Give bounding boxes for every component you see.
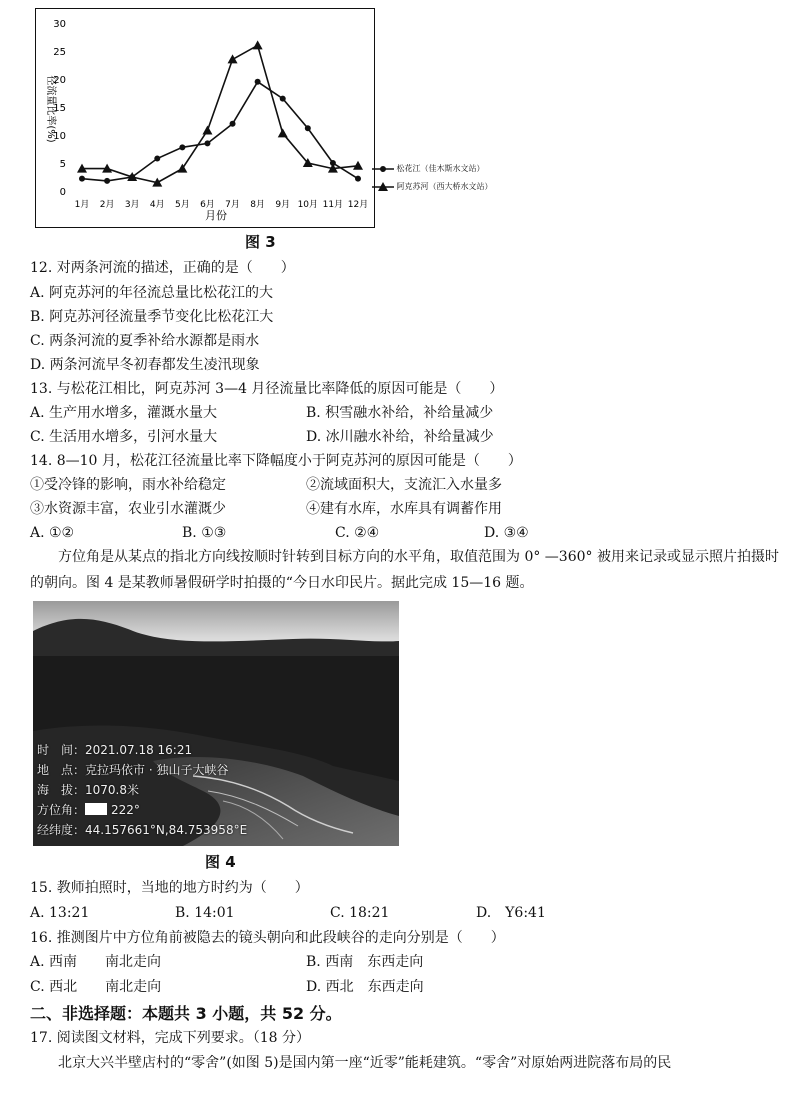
x-tick-label: 4月 (149, 200, 165, 210)
x-tick-label: 6月 (200, 200, 215, 210)
q17-stem: 17. 阅读图文材料，完成下列要求。（18 分） (30, 1030, 310, 1046)
y-tick-label: 5 (59, 159, 66, 170)
y-tick-label: 10 (53, 131, 66, 142)
y-axis-label: 径流量比率(%) (45, 75, 56, 143)
series-1-point (202, 126, 212, 135)
q14-stem: 14. 8—10 月，松花江径流量比率下降幅度小于阿克苏河的原因可能是（ ） (30, 453, 522, 469)
x-axis-label: 月份 (205, 209, 227, 222)
series-0-point (154, 156, 160, 162)
series-0-point (355, 176, 361, 182)
chart-svg (36, 9, 374, 227)
series-1-point (253, 40, 263, 49)
series-1-point (228, 54, 238, 63)
y-tick-label: 20 (53, 75, 66, 86)
legend-label-1: 阿克苏河（西大桥水文站） (394, 182, 493, 191)
x-tick-label: 3月 (124, 200, 140, 210)
q14-statement-4: ④建有水库，水库具有调蓄作用 (306, 501, 502, 517)
q16-option-d[interactable]: D. 西北 东西走向 (306, 979, 424, 995)
x-tick-label: 2月 (99, 200, 115, 210)
series-1-point (177, 164, 187, 173)
q15-option-b[interactable]: B. 14:01 (175, 905, 235, 921)
q12-stem: 12. 对两条河流的描述，正确的是（ ） (30, 260, 295, 276)
q12-option-d[interactable]: D. 两条河流早冬初春都发生凌汛现象 (30, 357, 260, 373)
q14-option-d[interactable]: D. ③④ (484, 525, 529, 541)
series-1-point (353, 161, 363, 170)
watermark-time: 时 间：2021.07.18 16:21 (37, 743, 193, 757)
q16-option-a[interactable]: A. 西南 南北走向 (30, 954, 162, 970)
series-0-point (305, 125, 311, 131)
x-tick-label: 1月 (74, 200, 90, 210)
x-tick-label: 10月 (297, 200, 319, 210)
series-0-point (179, 144, 185, 150)
legend-item-1 (372, 178, 493, 196)
legend-swatch-0 (372, 164, 394, 174)
q15-stem: 15. 教师拍照时，当地的地方时约为（ ） (30, 880, 309, 896)
series-0-point (204, 140, 210, 146)
q16-stem: 16. 推测图片中方位角前被隐去的镜头朝向和此段峡谷的走向分别是（ ） (30, 930, 505, 946)
y-tick-label: 25 (53, 47, 66, 58)
q13-stem: 13. 与松花江相比，阿克苏河 3—4 月径流量比率降低的原因可能是（ ） (30, 381, 504, 397)
azimuth-label: 方位角： (37, 803, 86, 817)
chart-legend (372, 160, 493, 196)
x-tick-label: 9月 (275, 200, 291, 210)
q15-option-c[interactable]: C. 18:21 (330, 905, 390, 921)
q17-text: 北京大兴半壁店村的“零舍”(如图 5)是国内第一座“近零”能耗建筑。“零舍”对原始两进院落布局的民 (58, 1055, 672, 1071)
q13-option-d[interactable]: D. 冰川融水补给，补给量减少 (306, 429, 494, 445)
watermark-azimuth (37, 801, 140, 818)
figure-4-photo (33, 601, 399, 846)
q12-option-a[interactable]: A. 阿克苏河的年径流总量比松花江的大 (30, 285, 274, 301)
q14-option-c[interactable]: C. ②④ (335, 525, 380, 541)
q15-option-a[interactable]: A. 13:21 (30, 905, 90, 921)
y-tick-label: 15 (53, 103, 66, 114)
q14-option-a[interactable]: A. ①② (30, 525, 75, 541)
watermark-coordinates: 经纬度：44.157661°N,84.753958°E (37, 823, 248, 837)
q13-option-b[interactable]: B. 积雪融水补给，补给量减少 (306, 405, 494, 421)
azimuth-hidden-box (85, 803, 107, 815)
q13-option-a[interactable]: A. 生产用水增多，灌溉水量大 (30, 405, 218, 421)
y-tick-label: 0 (59, 187, 66, 198)
figure-3-caption: 图 3 (245, 233, 276, 251)
x-tick-label: 12月 (347, 200, 369, 210)
series-line-1 (82, 45, 358, 182)
legend-swatch-1 (372, 182, 394, 192)
x-tick-label: 7月 (225, 200, 240, 210)
q16-option-c[interactable]: C. 西北 南北走向 (30, 979, 162, 995)
q12-option-c[interactable]: C. 两条河流的夏季补给水源都是雨水 (30, 333, 260, 349)
q14-statement-2: ②流域面积大，支流汇入水量多 (306, 477, 502, 493)
series-0-point (255, 79, 261, 85)
q15-option-d[interactable]: D. Y6:41 (476, 905, 546, 921)
legend-marker (380, 166, 386, 172)
intro-15-16: 方位角是从某点的指北方向线按顺时针转到目标方向的水平角，取值范围为 0° —360° 被用来记录或显示照片拍摄时的朝向。图 4 是某教师暑假研学时拍摄的“今日水印民片。据此完成 15—16 题。 (30, 549, 779, 591)
azimuth-value: 222° (111, 803, 140, 817)
figure-4-caption: 图 4 (205, 853, 236, 871)
q14-option-b[interactable]: B. ①③ (182, 525, 227, 541)
x-tick-label: 8月 (250, 200, 266, 210)
watermark-altitude: 海 拔：1070.8米 (37, 783, 139, 797)
legend-item-0 (372, 160, 493, 178)
series-0-point (79, 176, 85, 182)
watermark-location: 地 点：克拉玛依市 · 独山子大峡谷 (37, 763, 229, 777)
figure-3-chart (35, 8, 375, 228)
section-2-heading: 二、非选择题：本题共 3 小题，共 52 分。 (30, 1004, 342, 1023)
x-tick-label: 11月 (322, 200, 344, 210)
series-0-point (230, 121, 236, 127)
q12-option-b[interactable]: B. 阿克苏河径流量季节变化比松花江大 (30, 309, 274, 325)
q13-option-c[interactable]: C. 生活用水增多，引河水量大 (30, 429, 218, 445)
q14-statement-3: ③水资源丰富，农业引水灌溉少 (30, 501, 226, 517)
q14-statement-1: ①受冷锋的影响，雨水补给稳定 (30, 477, 226, 493)
series-0-point (104, 178, 110, 184)
x-tick-label: 5月 (174, 200, 190, 210)
legend-label-0: 松花江（佳木斯水文站） (394, 164, 485, 173)
series-0-point (280, 96, 286, 102)
y-tick-label: 30 (53, 19, 66, 30)
series-1-point (278, 128, 288, 137)
q16-option-b[interactable]: B. 西南 东西走向 (306, 954, 424, 970)
